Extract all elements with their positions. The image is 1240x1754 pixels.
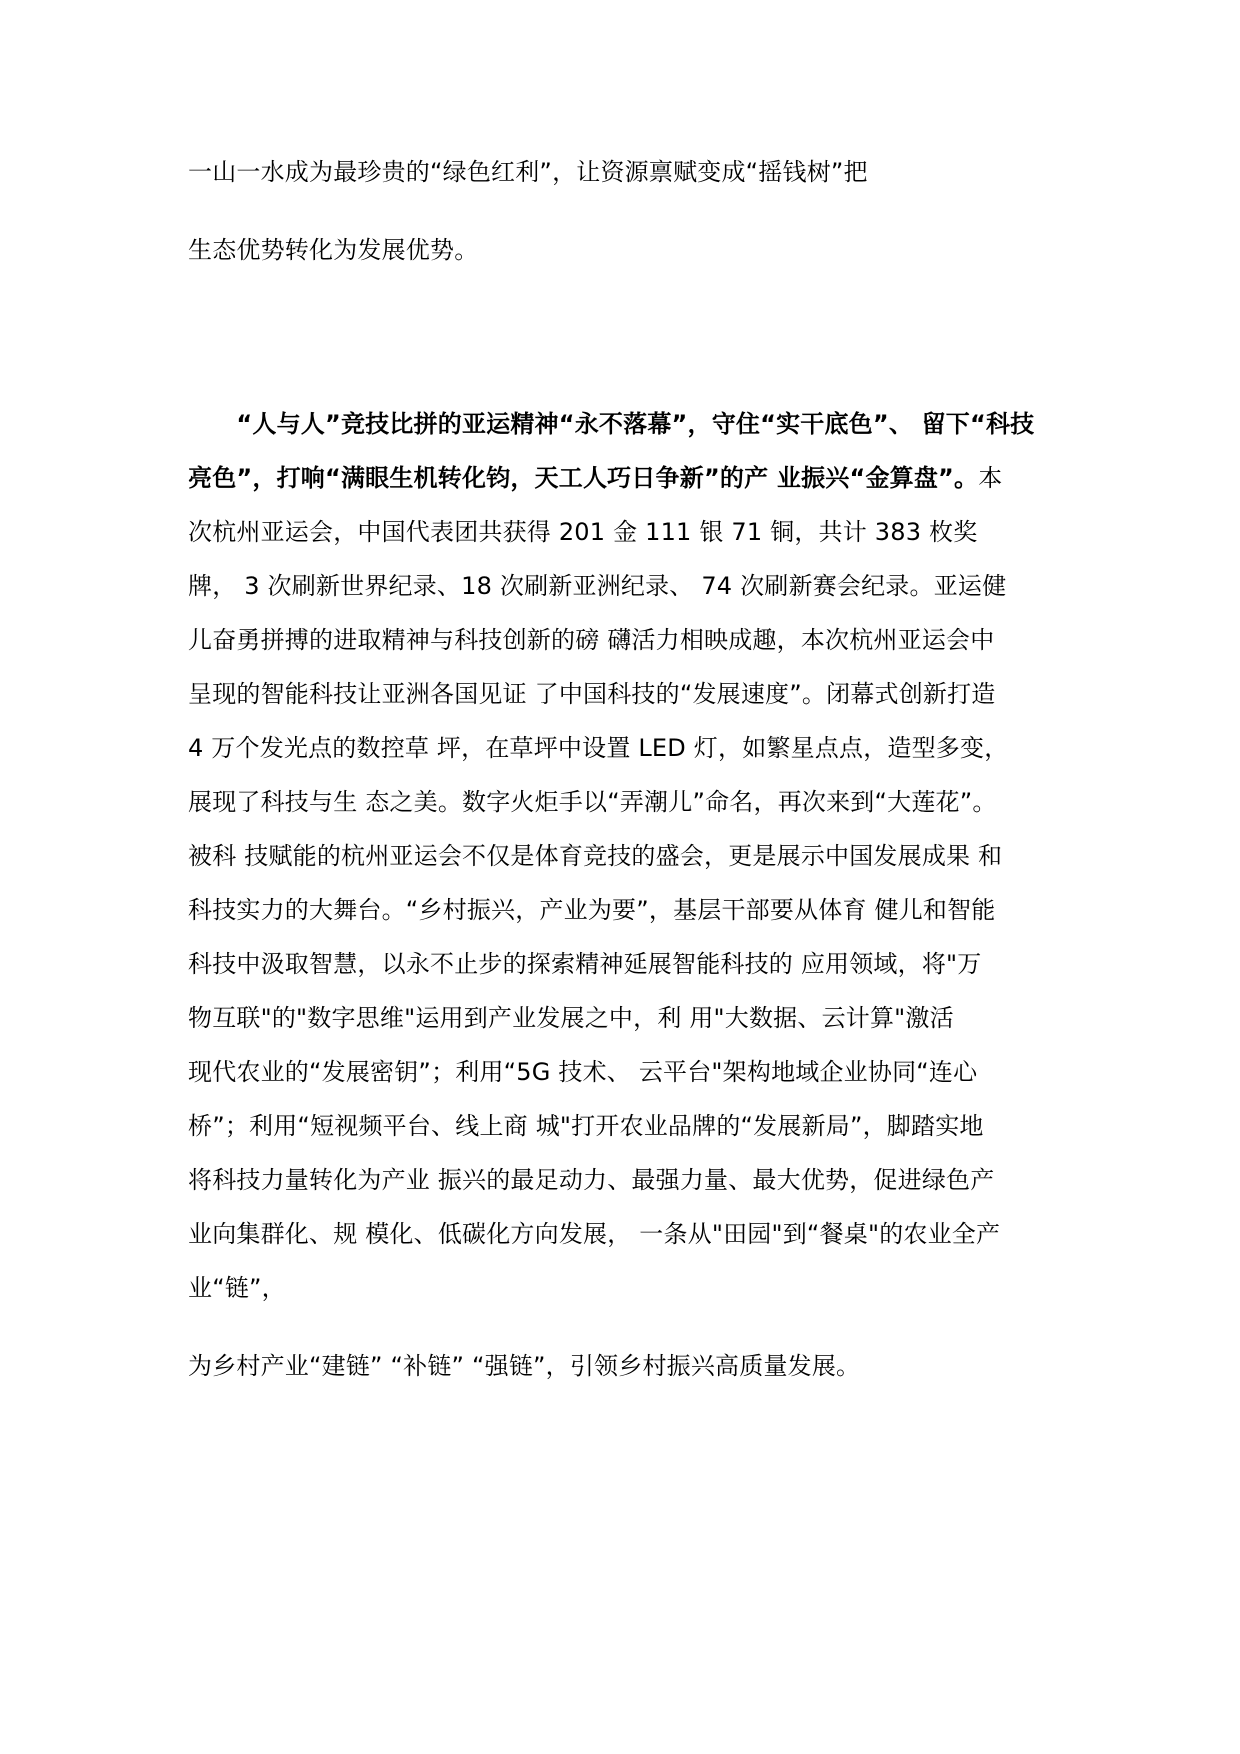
plain-text: 本 bbox=[978, 464, 1003, 492]
text-line: 科技中汲取智慧，以永不止步的探索精神延展智能科技的 应用领域，将"万 bbox=[188, 950, 982, 978]
text-line: 次杭州亚运会，中国代表团共获得 201 金 111 银 71 铜，共计 383 枚奖 bbox=[188, 518, 978, 546]
text-line: 为乡村产业“建链” “补链” “强链”，引领乡村振兴高质量发展。 bbox=[188, 1352, 861, 1380]
text-line: 被科 技赋能的杭州亚运会不仅是体育竞技的盛会，更是展示中国发展成果 和 bbox=[188, 842, 1003, 870]
text-line-mixed bbox=[188, 464, 1002, 492]
text-line: 儿奋勇拼搏的进取精神与科技创新的磅 礴活力相映成趣，本次杭州亚运会中 bbox=[188, 626, 995, 654]
text-line: 科技实力的大舞台。“乡村振兴，产业为要”，基层干部要从体育 健儿和智能 bbox=[188, 896, 996, 924]
text-line: 展现了科技与生 态之美。数字火炬手以“弄潮儿”命名，再次来到“大莲花”。 bbox=[188, 788, 997, 816]
text-line: 生态优势转化为发展优势。 bbox=[188, 236, 479, 264]
text-line: 呈现的智能科技让亚洲各国见证 了中国科技的“发展速度”。闭幕式创新打造 bbox=[188, 680, 996, 708]
text-line: 一山一水成为最珍贵的“绿色红利”，让资源禀赋变成“摇钱树”把 bbox=[188, 158, 868, 186]
text-line: 将科技力量转化为产业 振兴的最足动力、最强力量、最大优势，促进绿色产 bbox=[188, 1166, 995, 1194]
text-line: 业向集群化、规 模化、低碳化方向发展， 一条从"田园"到“餐桌"的农业全产 bbox=[188, 1220, 1001, 1248]
text-line: 业“链”， bbox=[188, 1274, 286, 1302]
bold-text: 亮色”，打响“满眼生机转化钧，天工人巧日争新”的产 业振兴“金算盘”。 bbox=[188, 464, 979, 492]
text-line: 桥”；利用“短视频平台、线上商 城"打开农业品牌的“发展新局”，脚踏实地 bbox=[188, 1112, 984, 1140]
text-line-bold: “人与人”竞技比拼的亚运精神“永不落幕”，守住“实干底色”、 留下“科技 bbox=[188, 410, 1035, 438]
text-line: 现代农业的“发展密钥”；利用“5G 技术、 云平台"架构地域企业协同“连心 bbox=[188, 1058, 978, 1086]
text-line: 物互联"的"数字思维"运用到产业发展之中，利 用"大数据、云计算"激活 bbox=[188, 1004, 954, 1032]
text-line: 牌， 3 次刷新世界纪录、18 次刷新亚洲纪录、 74 次刷新赛会纪录。亚运健 bbox=[188, 572, 1007, 600]
text-line: 4 万个发光点的数控草 坪，在草坪中设置 LED 灯，如繁星点点，造型多变， bbox=[188, 734, 1009, 762]
